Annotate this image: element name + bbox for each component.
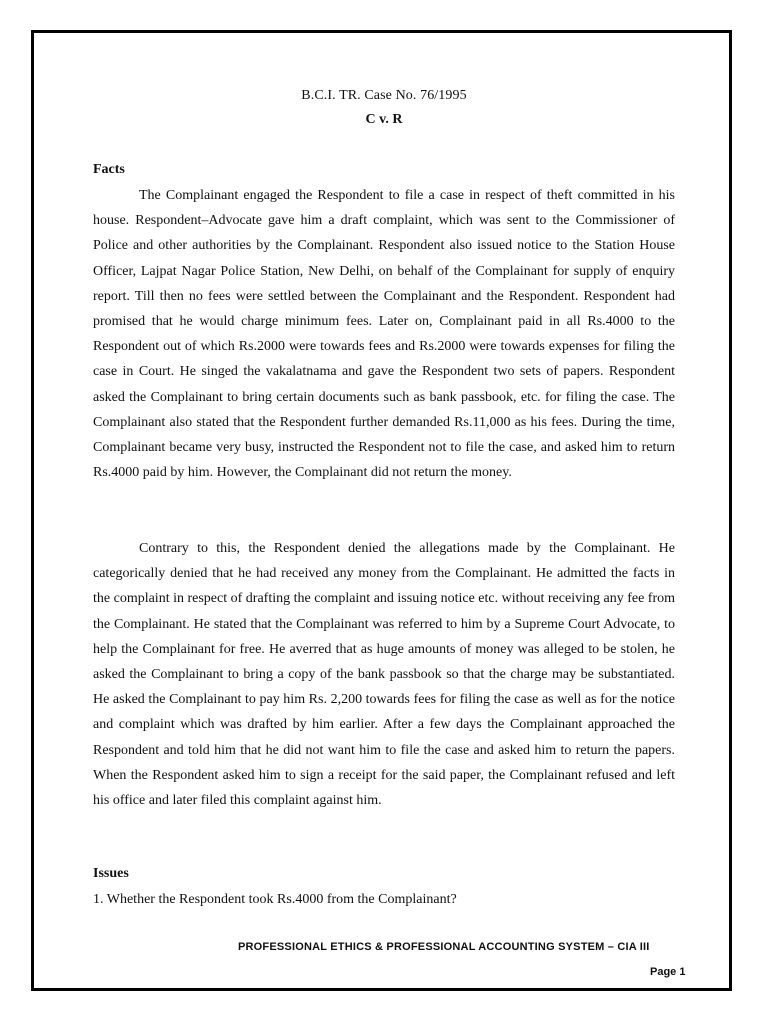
issues-heading: Issues — [93, 866, 129, 881]
footer-title: PROFESSIONAL ETHICS & PROFESSIONAL ACCOUNTING SYSTEM – CIA III — [238, 941, 650, 953]
facts-paragraph-2: Contrary to this, the Respondent denied the allegations made by the Complainant. He categorically denied that he had received any money from the Complainant. He admitted the facts in the complaint in respect of drafting the complaint and issuing notice etc. without receiving any fee from the Complainant. He stated that the Complainant was referred to him by a Supreme Court Advocate, to help the Complainant for free. He averred that as huge amounts of money was alleged to be stolen, he asked the Complainant to bring a copy of the bank passbook so that the charge may be substantiated. He asked the Complainant to pay him Rs. 2,200 towards fees for filing the case as well as for the notice and complaint which was drafted by him earlier. After a few days the Complainant approached the Respondent and told him that he did not want him to file the case and asked him to return the papers. When the Respondent asked him to sign a receipt for the said paper, the Complainant refused and left his office and later filed this complaint against him. — [93, 541, 675, 809]
page-number: Page 1 — [650, 966, 686, 978]
facts-heading: Facts — [93, 162, 125, 177]
case-title: C v. R — [365, 112, 403, 127]
issue-item: 1. Whether the Respondent took Rs.4000 from the Complainant? — [93, 892, 457, 907]
page-border — [31, 30, 732, 991]
case-number: B.C.I. TR. Case No. 76/1995 — [301, 88, 467, 103]
facts-paragraph-1: The Complainant engaged the Respondent to file a case in respect of theft committed in his house. Respondent–Advocate gave him a draft complaint, which was sent to the Commissioner of Police and other authorities by the Complainant. Respondent also issued notice to the Station House Officer, Lajpat Nagar Police Station, New Delhi, on behalf of the Complainant for supply of enquiry report. Till then no fees were settled between the Complainant and the Respondent. Respondent had promised that he would charge minimum fees. Later on, Complainant paid in all Rs.4000 to the Respondent out of which Rs.2000 were towards fees and Rs.2000 were towards expenses for filing the case in Court. He singed the vakalatnama and gave the Respondent two sets of papers. Respondent asked the Complainant to bring certain documents such as bank passbook, etc. for filing the case. The Complainant also stated that the Respondent further demanded Rs.11,000 as his fees. During the time, Complainant became very busy, instructed the Respondent not to file the case, and asked him to return Rs.4000 paid by him. However, the Complainant did not return the money. — [93, 188, 675, 481]
